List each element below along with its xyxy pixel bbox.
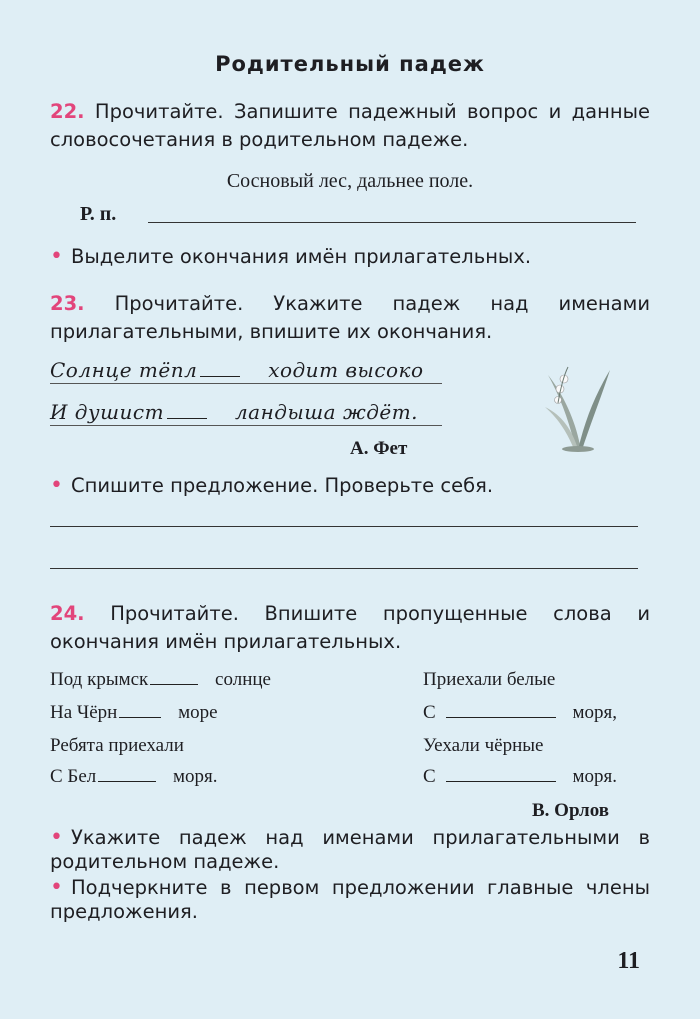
exercise-text: Прочитайте. Впишите пропущенные слова и окончания имён прилагательных.: [50, 602, 650, 653]
author-orlov: В. Орлов: [532, 800, 609, 821]
bullet-text: Выделите окончания имён прилагательных.: [70, 245, 532, 268]
handwritten-line-2: [50, 400, 418, 424]
handwritten-text: И душист: [50, 400, 165, 424]
poem-text: моря.: [572, 766, 617, 787]
poem-left-line-4: [50, 766, 218, 788]
bullet-icon: •: [50, 875, 63, 900]
answer-line: [50, 568, 638, 569]
exercise-24-bullet-2: [50, 876, 650, 924]
poem-text: С: [423, 766, 436, 787]
exercise-number: 22.: [50, 100, 85, 123]
poem-left-line-3: Ребята приехали: [50, 735, 184, 756]
answer-line: [50, 526, 638, 527]
exercise-22-bullet: [50, 243, 650, 271]
poem-text: С Бел: [50, 766, 97, 787]
writing-guide-line: [50, 383, 442, 384]
poem-text: солнце: [215, 669, 271, 690]
writing-guide-line: [50, 425, 442, 426]
exercise-text: Прочитайте. Запишите падежный вопрос и данные словосочетания в родительном падеже.: [50, 100, 650, 151]
blank-gap: [119, 717, 161, 718]
page-title: Родительный падеж: [215, 52, 485, 76]
lily-of-the-valley-icon: [540, 345, 615, 455]
exercise-number: 23.: [50, 292, 85, 315]
page-number: 11: [617, 948, 640, 974]
exercise-23-bullet: [50, 472, 650, 500]
handwritten-line-1: [50, 358, 424, 382]
poem-right-line-1: Приехали белые: [423, 669, 556, 690]
handwritten-text: ходит высоко: [268, 358, 424, 382]
poem-left-line-2: [50, 702, 218, 724]
poem-left-line-1: [50, 669, 271, 691]
case-label: Р. п.: [80, 203, 117, 225]
poem-text: моря,: [572, 702, 617, 723]
bullet-text: Подчеркните в первом предложении главные члены предложения.: [50, 876, 650, 923]
poem-text: моря.: [173, 766, 218, 787]
bullet-text: Спишите предложение. Проверьте себя.: [70, 474, 494, 497]
bullet-icon: •: [50, 473, 63, 498]
exercise-22-phrase: Сосновый лес, дальнее поле.: [226, 170, 474, 192]
poem-text: На Чёрн: [50, 702, 118, 723]
exercise-23-instruction: [50, 290, 650, 346]
exercise-24-instruction: [50, 600, 650, 656]
exercise-22-instruction: [50, 98, 650, 154]
exercise-text: Прочитайте. Укажите падеж над именами прилагательными, впишите их окончания.: [50, 292, 650, 343]
poem-right-line-2: [423, 702, 617, 724]
poem-right-line-4: [423, 766, 617, 788]
blank-gap: [150, 684, 198, 685]
blank-gap: [446, 781, 556, 782]
blank-gap: [200, 376, 240, 377]
blank-gap: [167, 418, 207, 419]
bullet-icon: •: [50, 244, 63, 269]
poem-right-line-3: Уехали чёрные: [423, 735, 544, 756]
handwritten-text: Солнце тёпл: [50, 358, 198, 382]
poem-text: море: [178, 702, 218, 723]
blank-gap: [446, 717, 556, 718]
poem-text: С: [423, 702, 436, 723]
bullet-icon: •: [50, 825, 63, 850]
handwritten-text: ландыша ждёт.: [234, 400, 419, 424]
blank-gap: [98, 781, 156, 782]
exercise-number: 24.: [50, 602, 85, 625]
answer-line: [148, 222, 636, 223]
exercise-24-bullet-1: [50, 826, 650, 874]
bullet-text: Укажите падеж над именами прилагательными в родительном падеже.: [50, 826, 650, 873]
poem-text: Под крымск: [50, 669, 149, 690]
author-fet: А. Фет: [350, 438, 408, 459]
